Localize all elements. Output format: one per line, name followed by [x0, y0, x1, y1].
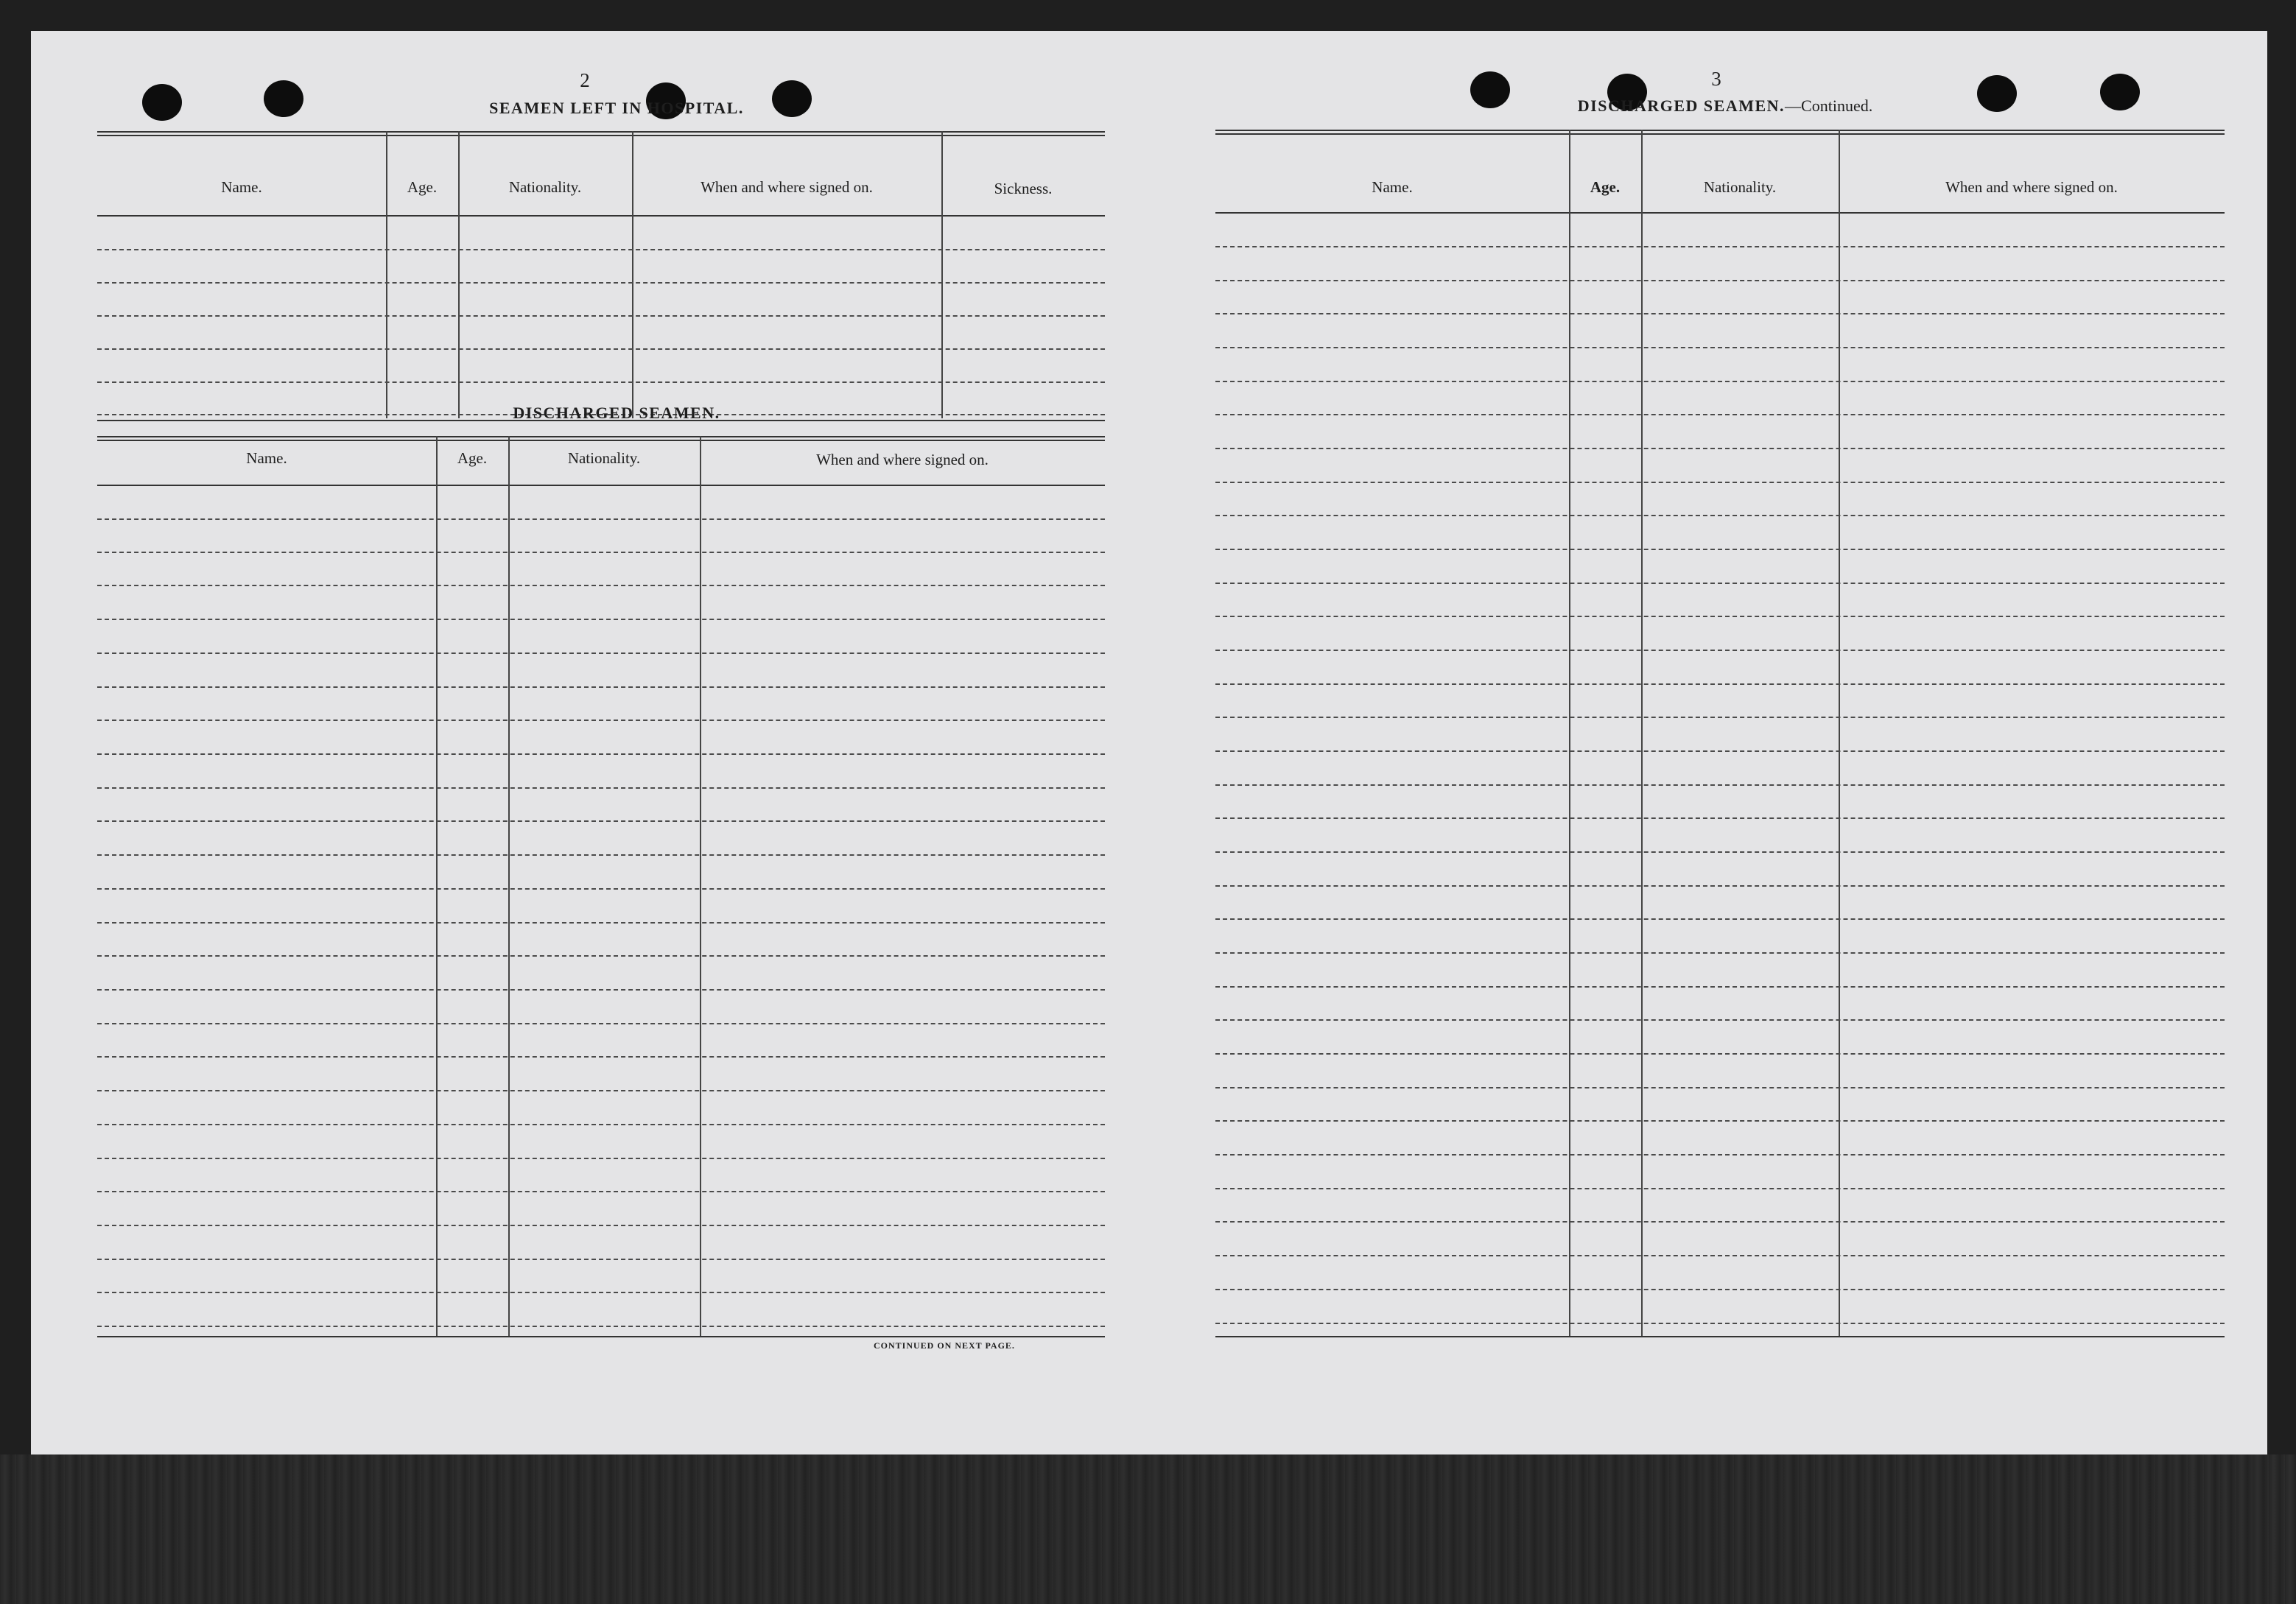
entry-line [97, 585, 1105, 586]
entry-line [1215, 616, 2225, 617]
entry-line [97, 1326, 1105, 1327]
title-text: DISCHARGED SEAMEN. [1577, 96, 1786, 115]
table-top-rule [1215, 130, 2225, 135]
entry-line [1215, 482, 2225, 483]
entry-line [1215, 515, 2225, 516]
entry-line [1215, 246, 2225, 247]
continued-note: CONTINUED ON NEXT PAGE. [874, 1340, 1015, 1351]
entry-line [97, 1191, 1105, 1192]
entry-line [1215, 717, 2225, 718]
entry-line [1215, 851, 2225, 853]
header-rule [97, 215, 1105, 217]
column-divider [386, 131, 387, 418]
column-header-name: Name. [221, 178, 262, 196]
column-header-age: Age. [407, 178, 438, 196]
column-header-signed-on: When and where signed on. [816, 451, 989, 468]
punch-hole [1977, 75, 2017, 112]
table-bottom-rule [97, 1336, 1105, 1337]
entry-line [97, 1158, 1105, 1159]
entry-line [97, 720, 1105, 721]
punch-hole [264, 80, 303, 117]
entry-line [97, 854, 1105, 856]
entry-line [97, 552, 1105, 553]
entry-line [97, 652, 1105, 654]
column-header-signed-on: When and where signed on. [701, 178, 873, 196]
entry-line [97, 820, 1105, 822]
entry-line [1215, 784, 2225, 786]
entry-line [97, 348, 1105, 350]
column-divider [700, 436, 701, 1336]
entry-line [1215, 1188, 2225, 1189]
entry-line [97, 1090, 1105, 1091]
entry-line [97, 619, 1105, 620]
column-header-age: Age. [457, 449, 488, 467]
header-rule [97, 485, 1105, 486]
column-header-name: Name. [1372, 178, 1413, 196]
entry-line [1215, 986, 2225, 988]
column-header-signed-on: When and where signed on. [1945, 178, 2118, 196]
entry-line [1215, 952, 2225, 954]
entry-line [97, 1225, 1105, 1226]
punch-hole [1470, 71, 1510, 108]
column-divider [941, 131, 943, 418]
entry-line [97, 753, 1105, 755]
entry-line [97, 282, 1105, 284]
hospital-section-title: SEAMEN LEFT IN HOSPITAL. [489, 99, 744, 117]
entry-line [1215, 549, 2225, 550]
entry-line [97, 686, 1105, 688]
column-divider [436, 436, 438, 1336]
entry-line [1215, 1087, 2225, 1088]
scan-background [0, 1454, 2296, 1604]
entry-line [1215, 885, 2225, 887]
entry-line [1215, 1289, 2225, 1290]
title-continued: —Continued. [1785, 96, 1873, 115]
entry-line [97, 989, 1105, 991]
entry-line [1215, 280, 2225, 281]
entry-line [97, 315, 1105, 317]
punch-hole [2100, 74, 2140, 110]
table-bottom-rule [1215, 1336, 2225, 1337]
discharged-continued-title [1519, 96, 1931, 116]
entry-line [1215, 1053, 2225, 1055]
table-top-rule [97, 436, 1105, 441]
entry-line [97, 249, 1105, 250]
entry-line [97, 1056, 1105, 1058]
discharged-section-title: DISCHARGED SEAMEN. [513, 404, 720, 422]
entry-line [97, 922, 1105, 924]
column-divider [632, 131, 633, 418]
discharged-table-left [97, 436, 1105, 1349]
entry-line [1215, 918, 2225, 920]
page-number: 3 [1711, 68, 1721, 90]
entry-line [97, 1292, 1105, 1293]
entry-line [1215, 750, 2225, 752]
entry-line [97, 787, 1105, 789]
entry-line [97, 888, 1105, 890]
entry-line [97, 955, 1105, 957]
table-top-rule [97, 131, 1105, 136]
entry-line [97, 518, 1105, 520]
entry-line [1215, 381, 2225, 382]
column-header-name: Name. [246, 449, 287, 467]
entry-line [97, 1023, 1105, 1024]
entry-line [1215, 817, 2225, 819]
hospital-table [97, 131, 1105, 426]
entry-line [1215, 1221, 2225, 1223]
punch-hole [142, 84, 182, 121]
entry-line [97, 1259, 1105, 1260]
entry-line [1215, 1154, 2225, 1155]
entry-line [1215, 650, 2225, 651]
entry-line [1215, 448, 2225, 449]
entry-line [1215, 683, 2225, 685]
entry-line [1215, 1255, 2225, 1256]
entry-line [1215, 1323, 2225, 1324]
entry-line [97, 381, 1105, 383]
discharged-table-right [1215, 130, 2225, 1337]
column-header-nationality: Nationality. [508, 178, 582, 196]
entry-line [1215, 347, 2225, 348]
entry-line [1215, 583, 2225, 584]
column-header-sickness: Sickness. [994, 180, 1053, 197]
entry-line [1215, 414, 2225, 415]
column-header-age: Age. [1590, 178, 1621, 196]
entry-line [1215, 1019, 2225, 1021]
header-rule [1215, 212, 2225, 214]
column-divider [508, 436, 510, 1336]
entry-line [1215, 1120, 2225, 1122]
column-divider [458, 131, 460, 418]
ledger-spread [31, 31, 2267, 1454]
column-header-nationality: Nationality. [567, 449, 641, 467]
entry-line [1215, 313, 2225, 314]
column-header-nationality: Nationality. [1703, 178, 1777, 196]
entry-line [97, 1124, 1105, 1125]
page-number: 2 [580, 69, 590, 91]
